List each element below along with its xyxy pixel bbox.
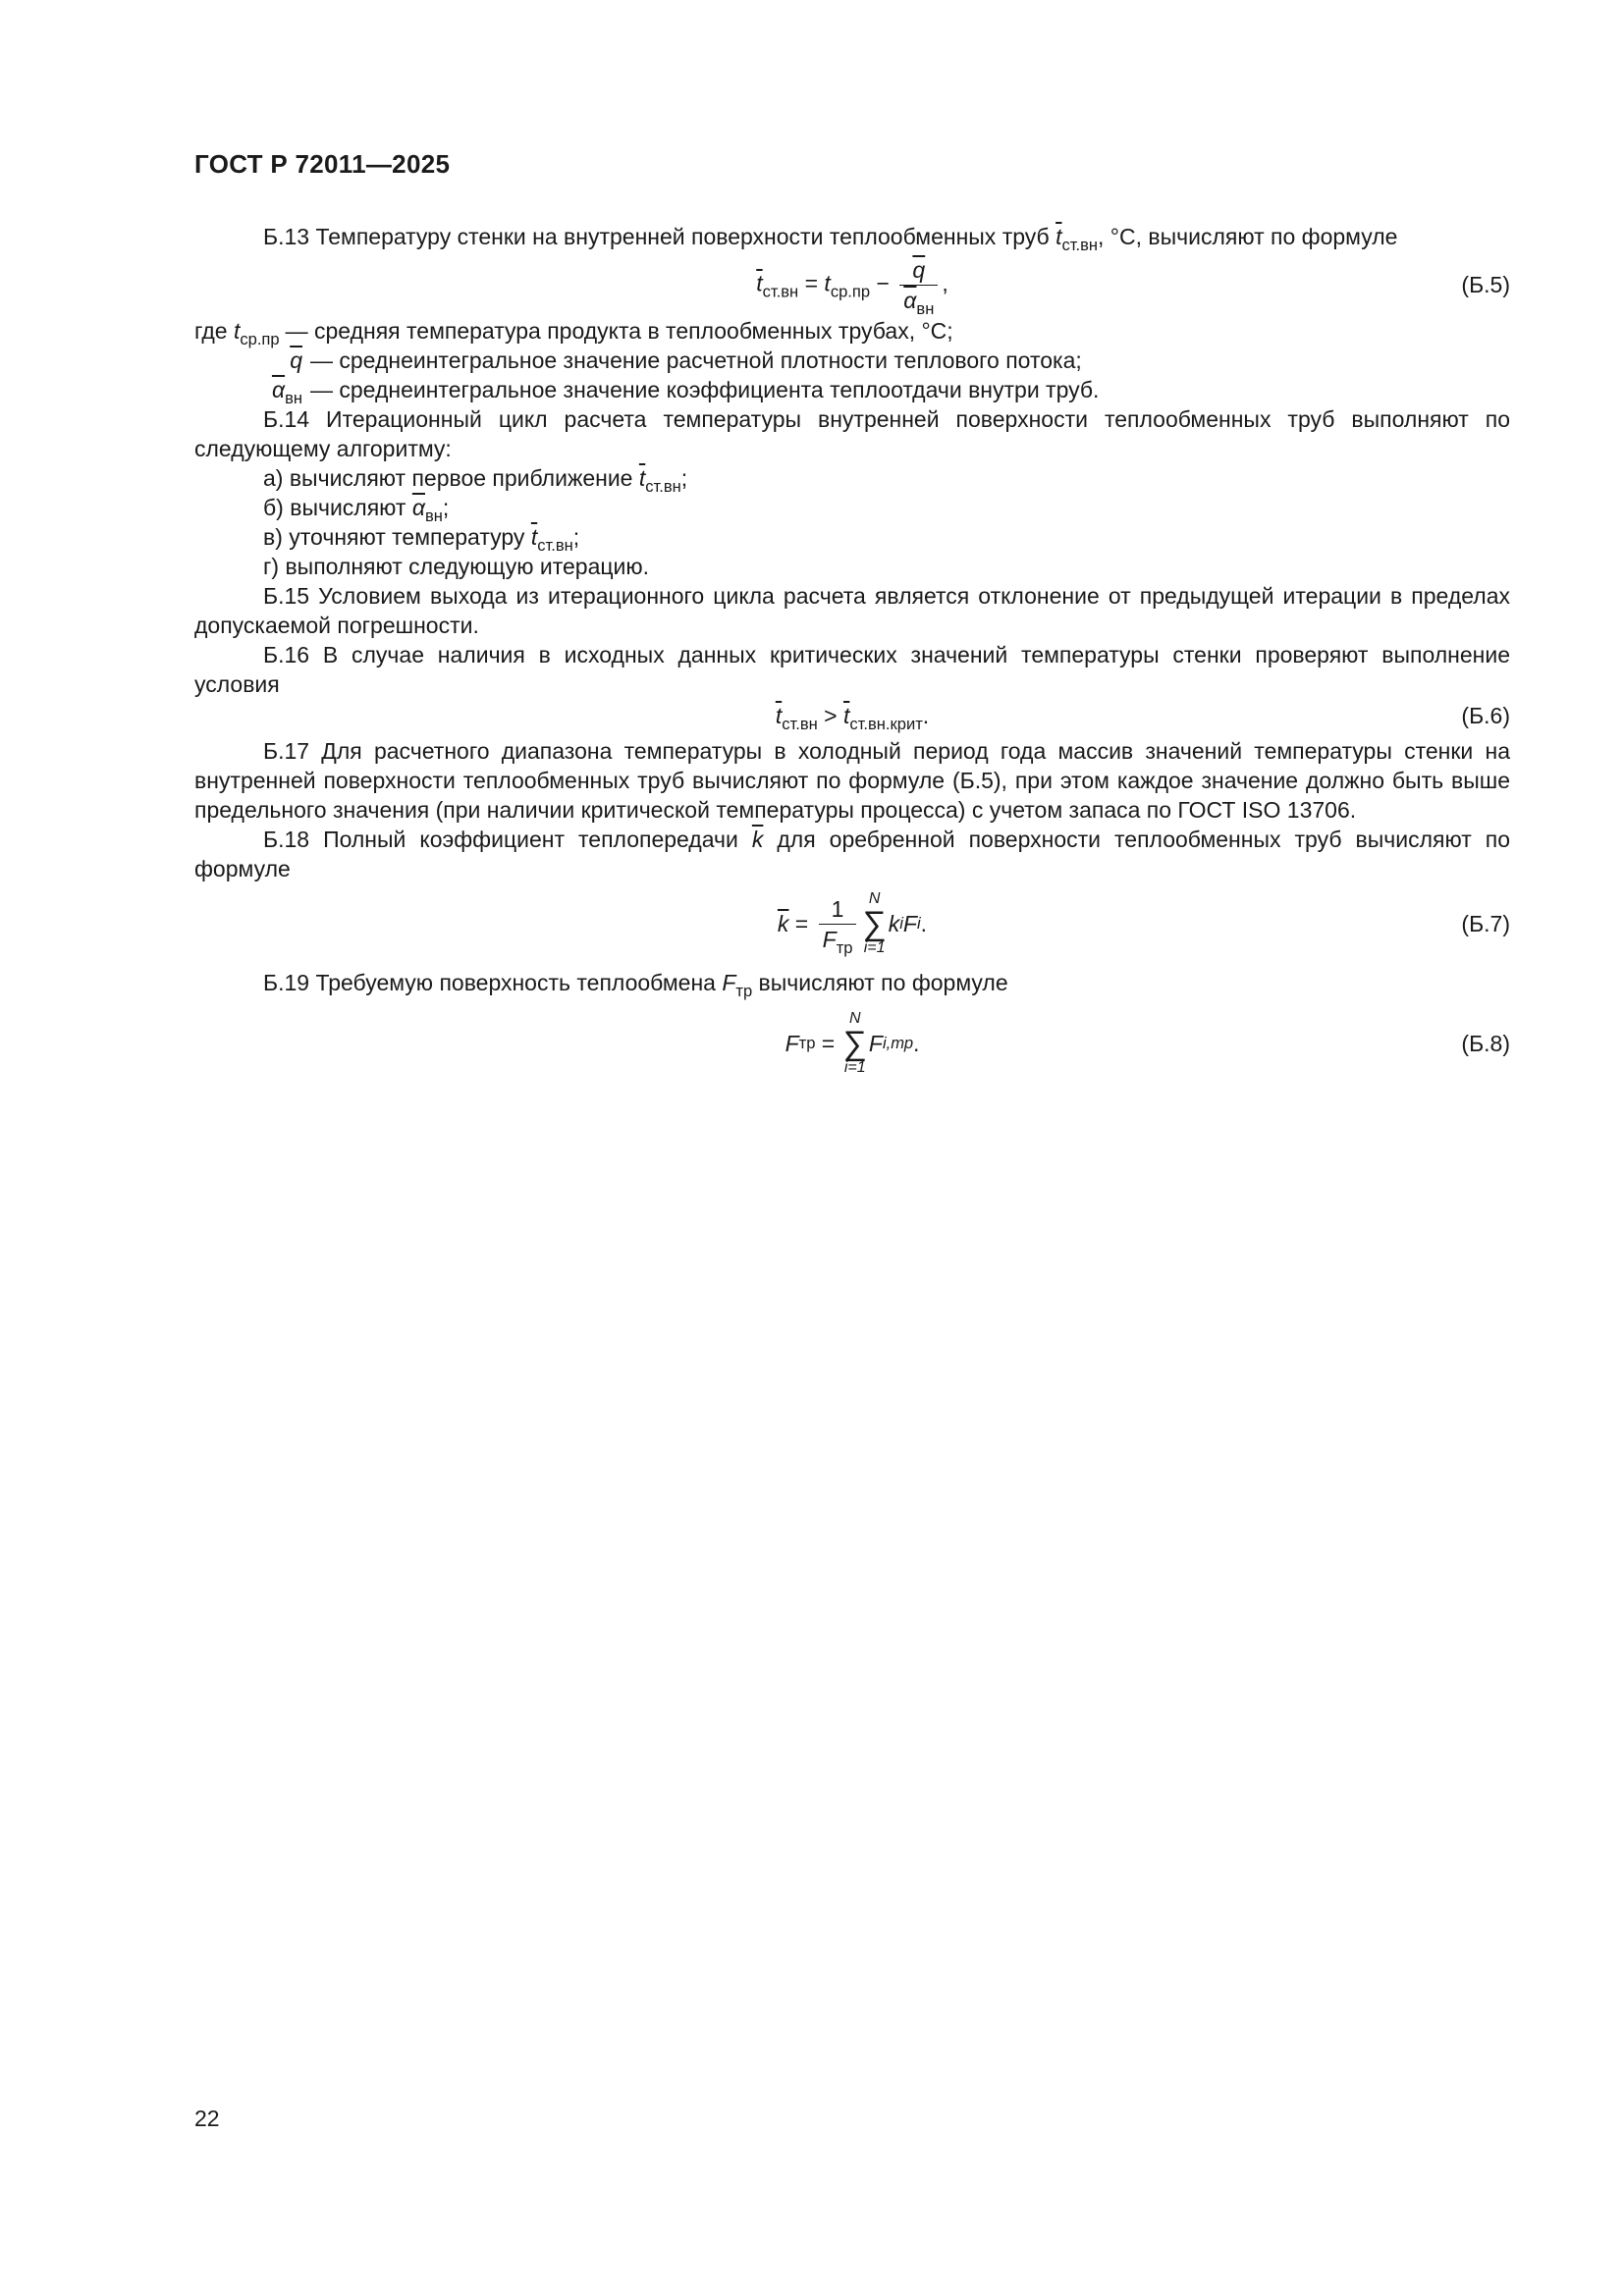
list-item — [194, 522, 1510, 555]
summation — [862, 890, 886, 957]
operator: = — [798, 270, 825, 296]
definition-text: — средняя температура продукта в теплообменных трубах, °С; — [285, 318, 953, 344]
formula-symbol: F — [902, 911, 917, 936]
definition-term — [194, 346, 310, 375]
subscript: ст.вн — [645, 476, 681, 496]
list-item: г) выполняют следующую итерацию. — [263, 554, 650, 579]
b19-text-end: вычисляют по формуле — [752, 970, 1008, 995]
formula-b6 — [194, 699, 1510, 732]
subscript: ст.вн — [537, 535, 573, 555]
sum-upper-limit: N — [868, 890, 881, 907]
subscript: ст.вн — [1061, 235, 1099, 254]
formula-number: (Б.7) — [1461, 911, 1510, 936]
subscript: ст.вн.крит — [849, 714, 923, 733]
b13-text: Б.13 Температуру стенки на внутренней поверхности теплообменных труб — [263, 224, 1056, 249]
fraction-numerator: 1 — [831, 895, 844, 922]
paragraph-b17: Б.17 Для расчетного диапазона температуры в холодный период года массив значений температуры стенки на внутренней поверхности теплообменных труб вычисляют по формуле (Б.5), при этом каждое значение должно быть выше предельного значения (при наличии критической температуры процесса) с учетом запаса по ГОСТ ISO 13706. — [194, 738, 1510, 823]
operator: > — [817, 703, 843, 728]
punctuation: . — [913, 1031, 920, 1056]
punctuation: , — [942, 270, 948, 296]
formula-symbol: F — [822, 926, 837, 952]
subscript: ст.вн — [782, 714, 818, 733]
fraction-denominator — [899, 285, 938, 318]
where-label: где — [194, 318, 234, 344]
definition-term — [194, 316, 286, 346]
formula-symbol: F — [785, 1031, 799, 1056]
punctuation: . — [920, 911, 928, 936]
formula-symbol: $\overline{t}$ — [775, 703, 783, 728]
formula-symbol: t — [233, 318, 241, 344]
formula-b6-body — [775, 701, 930, 733]
punctuation: ; — [572, 524, 580, 550]
formula-number: (Б.5) — [1461, 272, 1510, 297]
sum-lower-limit: i=1 — [863, 939, 886, 956]
punctuation: ; — [442, 495, 450, 520]
formula-symbol: F — [868, 1031, 883, 1056]
paragraph-b15: Б.15 Условием выхода из итерационного цикла расчета является отклонение от предыдущей итерации в пределах допускаемой погрешности. — [194, 583, 1510, 638]
formula-b8 — [194, 1001, 1510, 1086]
definition-text: — среднеинтегральное значение расчетной плотности теплового потока; — [310, 347, 1082, 373]
formula-symbol: $\overline{t}$ — [756, 270, 763, 296]
list-item-text: в) уточняют температуру — [263, 524, 531, 550]
list-item — [194, 463, 1510, 496]
document-header: ГОСТ Р 72011—2025 — [194, 149, 451, 179]
punctuation: . — [922, 703, 930, 728]
formula-symbol: $\overline{\alpha}$ — [411, 495, 425, 520]
formula-b8-body: F тр = N ∑ i=1 F i,тр . — [785, 1010, 920, 1076]
formula-symbol: $\overline{t}$ — [638, 465, 646, 491]
definition-row — [194, 346, 1510, 375]
paragraph-b14: Б.14 Итерационный цикл расчета температуры внутренней поверхности теплообменных труб выполняют по следующему алгоритму: — [194, 406, 1510, 461]
paragraph-b18 — [194, 825, 1510, 883]
paragraph-b19 — [194, 968, 1510, 1000]
formula-b5-body — [756, 256, 948, 318]
operator: = — [815, 1031, 841, 1056]
fraction — [819, 895, 857, 957]
formula-b7 — [194, 883, 1510, 964]
subscript: вн — [285, 388, 302, 407]
sigma-symbol: ∑ — [862, 905, 887, 942]
b18-text-end: для оребренной поверхности теплообменных труб вычисляют по формуле — [194, 827, 1510, 881]
fraction-denominator — [819, 924, 857, 957]
page-number: 22 — [194, 2106, 220, 2131]
formula-symbol: $\overline{\alpha}$ — [271, 377, 286, 402]
subscript: вн — [916, 298, 935, 318]
page-content — [194, 222, 1510, 1086]
formula-symbol: $\overline{k}$ — [777, 911, 789, 936]
operator: − — [870, 270, 896, 296]
fraction-numerator: $\overline{q}$ — [912, 256, 926, 283]
formula-b5 — [194, 253, 1510, 316]
formula-number: (Б.8) — [1461, 1031, 1510, 1056]
formula-symbol: $\overline{t}$ — [842, 703, 850, 728]
subscript: ср.пр — [830, 281, 871, 300]
b18-text: Б.18 Полный коэффициент теплопередачи — [263, 827, 752, 852]
sigma-symbol: ∑ — [842, 1025, 867, 1062]
definition-term — [194, 375, 310, 407]
definition-row — [194, 316, 1510, 346]
subscript: тр — [735, 981, 753, 1000]
definition-row — [194, 375, 1510, 407]
b19-text: Б.19 Требуемую поверхность теплообмена — [263, 970, 723, 995]
formula-symbol: t — [824, 270, 831, 296]
punctuation: ; — [680, 465, 688, 491]
formula-b7-body: $\overline{k}$ = $\frac{1}{F_{тр}}$ N ∑ i=1 k i F i . — [777, 890, 928, 957]
t-bar-symbol: $\overline{t}$ — [1056, 224, 1062, 249]
b13-text-end: , °С, вычисляют по формуле — [1098, 224, 1398, 249]
list-item-text: б) вычисляют — [263, 495, 412, 520]
list-item-text: а) вычисляют первое приближение — [263, 465, 639, 491]
definition-text: — среднеинтегральное значение коэффициента теплоотдачи внутри труб. — [310, 377, 1100, 402]
list-item — [194, 493, 1510, 525]
formula-symbol: $\overline{q}$ — [290, 347, 302, 373]
subscript: ср.пр — [240, 329, 280, 348]
subscript: вн — [424, 506, 443, 525]
formula-symbol: k — [888, 911, 900, 936]
formula-symbol: $\overline{\alpha}$ — [903, 287, 917, 313]
definitions-list — [194, 316, 1510, 407]
subscript: тр — [836, 937, 853, 957]
formula-symbol: $\overline{k}$ — [751, 827, 764, 852]
paragraph-b13 — [194, 222, 1510, 254]
operator: = — [788, 911, 815, 936]
formula-number: (Б.6) — [1461, 703, 1510, 728]
fraction — [899, 256, 938, 318]
summation — [843, 1010, 867, 1077]
formula-symbol: F — [722, 970, 736, 995]
sum-lower-limit: i=1 — [843, 1059, 866, 1076]
formula-symbol: $\overline{t}$ — [530, 524, 538, 550]
subscript: ст.вн — [762, 281, 799, 300]
sum-upper-limit: N — [848, 1010, 861, 1027]
paragraph-b16: Б.16 В случае наличия в исходных данных критических значений температуры стенки проверяют выполнение условия — [194, 642, 1510, 697]
